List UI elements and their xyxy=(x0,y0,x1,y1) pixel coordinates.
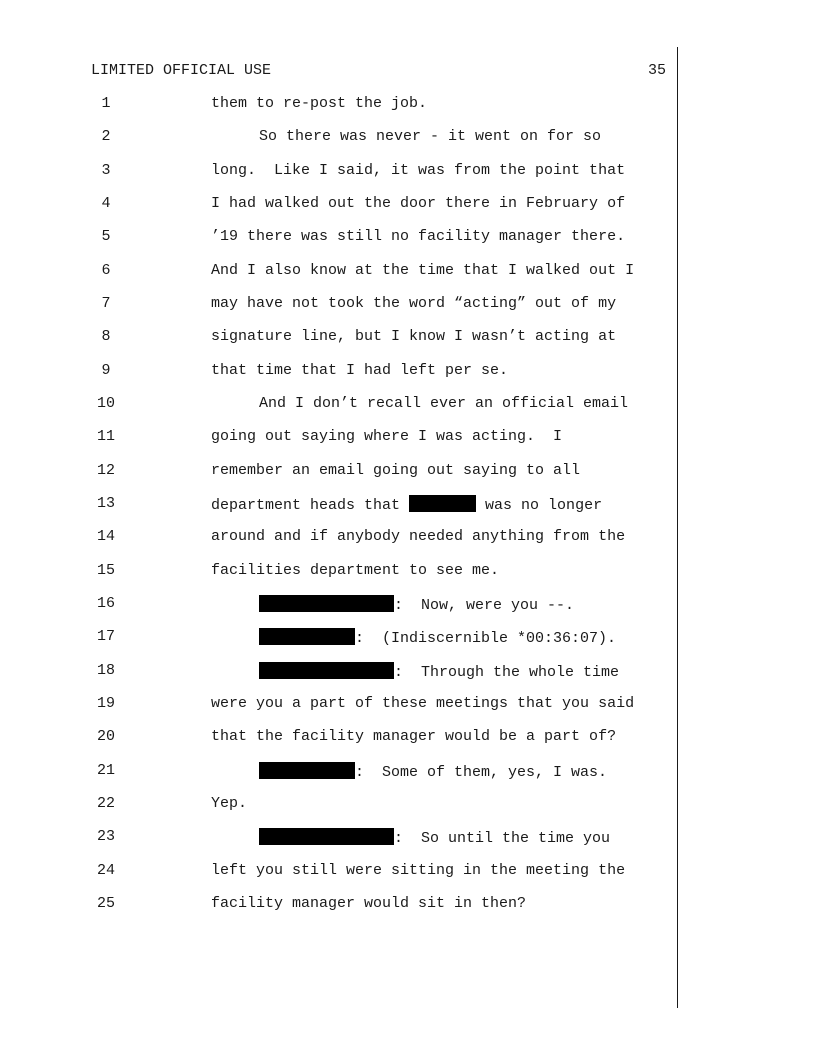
speaker-text: : (Indiscernible *00:36:07). xyxy=(355,630,617,647)
line-text xyxy=(259,828,610,847)
line-number: 19 xyxy=(96,695,115,712)
line-number: 6 xyxy=(101,262,111,279)
classification-header: LIMITED OFFICIAL USE xyxy=(91,62,272,79)
line-number: 21 xyxy=(96,762,115,779)
line-number: 3 xyxy=(101,162,111,179)
transcript-line xyxy=(0,762,677,784)
line-text-before: department heads that xyxy=(211,497,410,514)
speaker-redaction xyxy=(259,828,394,845)
line-number: 4 xyxy=(101,195,111,212)
line-text: long. Like I said, it was from the point that xyxy=(211,162,626,179)
right-margin-rule xyxy=(677,47,678,1008)
line-text: them to re-post the job. xyxy=(211,95,428,112)
line-text: may have not took the word “acting” out of my xyxy=(211,295,617,312)
line-text xyxy=(259,762,607,781)
line-text: around and if anybody needed anything from the xyxy=(211,528,626,545)
transcript-line xyxy=(0,428,677,450)
transcript-line xyxy=(0,195,677,217)
speaker-text: : Through the whole time xyxy=(394,664,620,681)
redaction-block xyxy=(409,495,476,512)
line-text: And I also know at the time that I walked out I xyxy=(211,262,635,279)
line-number: 13 xyxy=(96,495,115,512)
transcript-line xyxy=(0,228,677,250)
transcript-line xyxy=(0,828,677,850)
line-text: remember an email going out saying to all xyxy=(211,462,581,479)
line-number: 18 xyxy=(96,662,115,679)
line-number: 17 xyxy=(96,628,115,645)
speaker-redaction xyxy=(259,762,355,779)
speaker-text: : Now, were you --. xyxy=(394,597,575,614)
transcript-line xyxy=(0,795,677,817)
speaker-text: : So until the time you xyxy=(394,830,611,847)
line-text: that the facility manager would be a part of? xyxy=(211,728,617,745)
line-number: 24 xyxy=(96,862,115,879)
line-text: were you a part of these meetings that you said xyxy=(211,695,635,712)
line-text: going out saying where I was acting. I xyxy=(211,428,563,445)
transcript-line xyxy=(0,162,677,184)
transcript-line xyxy=(0,695,677,717)
speaker-text: : Some of them, yes, I was. xyxy=(355,764,608,781)
line-text: Yep. xyxy=(211,795,248,812)
line-text: that time that I had left per se. xyxy=(211,362,509,379)
line-text: left you still were sitting in the meeting the xyxy=(211,862,626,879)
transcript-line xyxy=(0,728,677,750)
line-number: 20 xyxy=(96,728,115,745)
line-text: I had walked out the door there in February of xyxy=(211,195,626,212)
transcript-line xyxy=(0,862,677,884)
line-text-after: was no longer xyxy=(476,497,603,514)
transcript-line xyxy=(0,262,677,284)
speaker-redaction xyxy=(259,662,394,679)
line-text xyxy=(259,628,616,647)
line-text: facility manager would sit in then? xyxy=(211,895,527,912)
line-text: signature line, but I know I wasn’t acting at xyxy=(211,328,617,345)
line-number: 8 xyxy=(101,328,111,345)
transcript-line xyxy=(0,395,677,417)
line-number: 25 xyxy=(96,895,115,912)
transcript-line xyxy=(0,495,677,517)
line-text: ’19 there was still no facility manager there. xyxy=(211,228,626,245)
transcript-line xyxy=(0,362,677,384)
line-number: 1 xyxy=(101,95,111,112)
transcript-line xyxy=(0,662,677,684)
page-number: 35 xyxy=(648,62,667,79)
line-number: 22 xyxy=(96,795,115,812)
transcript-line xyxy=(0,628,677,650)
transcript-line xyxy=(0,95,677,117)
line-text xyxy=(259,595,574,614)
line-text: So there was never - it went on for so xyxy=(259,128,602,145)
line-text: facilities department to see me. xyxy=(211,562,500,579)
line-number: 9 xyxy=(101,362,111,379)
line-text: And I don’t recall ever an official email xyxy=(259,395,629,412)
line-number: 12 xyxy=(96,462,115,479)
transcript-line xyxy=(0,562,677,584)
line-text xyxy=(259,662,619,681)
transcript-line xyxy=(0,295,677,317)
transcript-line xyxy=(0,328,677,350)
line-number: 14 xyxy=(96,528,115,545)
transcript-line xyxy=(0,128,677,150)
line-number: 7 xyxy=(101,295,111,312)
transcript-line xyxy=(0,895,677,917)
transcript-line xyxy=(0,595,677,617)
line-number: 11 xyxy=(96,428,115,445)
line-number: 2 xyxy=(101,128,111,145)
speaker-redaction xyxy=(259,595,394,612)
line-number: 16 xyxy=(96,595,115,612)
line-number: 10 xyxy=(96,395,115,412)
line-number: 15 xyxy=(96,562,115,579)
line-number: 23 xyxy=(96,828,115,845)
speaker-redaction xyxy=(259,628,355,645)
transcript-line xyxy=(0,462,677,484)
line-text xyxy=(211,495,602,514)
transcript-line xyxy=(0,528,677,550)
line-number: 5 xyxy=(101,228,111,245)
